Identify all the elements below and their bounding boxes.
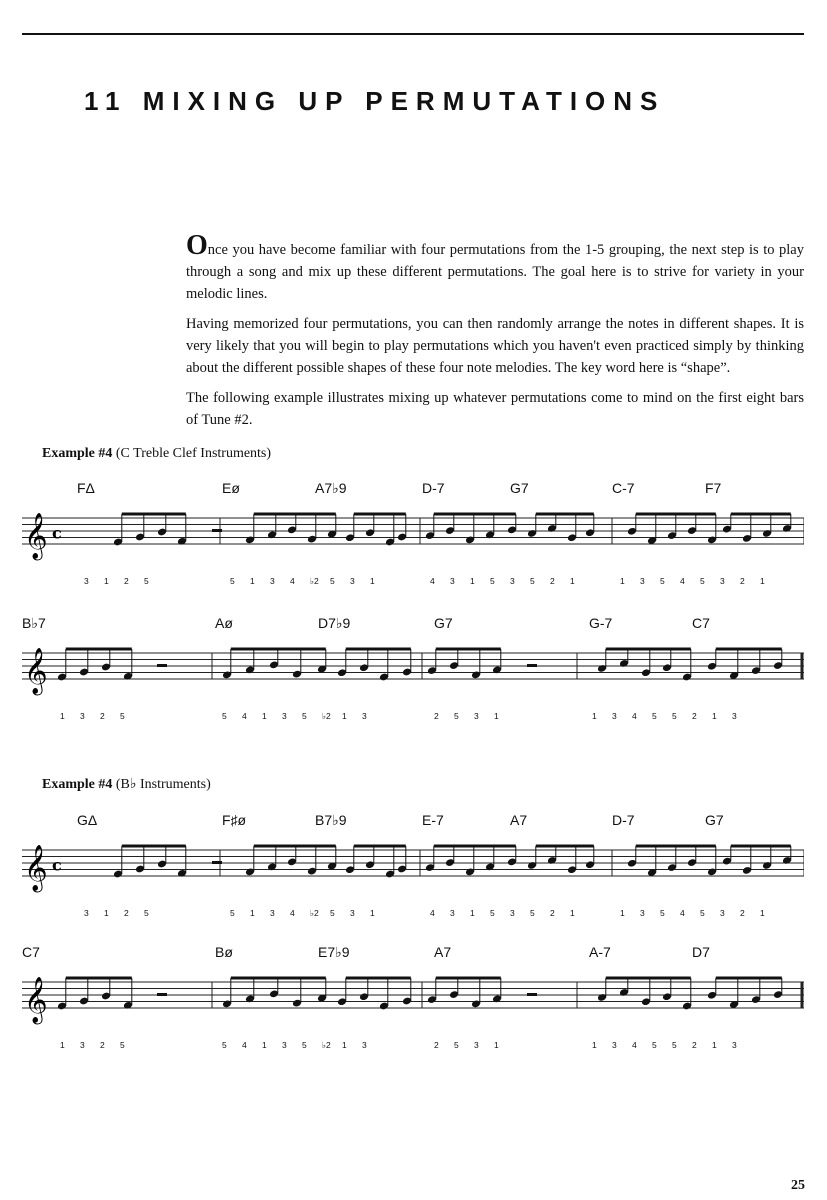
- fingering-number: 2: [100, 1040, 105, 1050]
- fingering-number: 2: [124, 576, 129, 586]
- fingering-number: 1: [760, 908, 765, 918]
- fingering-number: 1: [592, 1040, 597, 1050]
- fingering-number: 4: [680, 576, 685, 586]
- chord-symbol: Eø: [222, 480, 240, 496]
- fingering-number: 4: [632, 711, 637, 721]
- fingering-number: 5: [530, 576, 535, 586]
- chord-symbol: Aø: [215, 615, 233, 631]
- fingering-number: 3: [450, 908, 455, 918]
- chord-symbol: FΔ: [77, 480, 95, 496]
- chord-symbol: C7: [692, 615, 710, 631]
- fingering-number: 1: [342, 711, 347, 721]
- staff-svg: [22, 615, 804, 725]
- fingering-number: 5: [660, 908, 665, 918]
- fingering-number: 4: [290, 576, 295, 586]
- fingering-number: 4: [242, 711, 247, 721]
- fingering-number: 3: [270, 908, 275, 918]
- fingering-number: 1: [570, 908, 575, 918]
- fingering-number: 1: [370, 576, 375, 586]
- fingering-number: 5: [700, 576, 705, 586]
- fingering-number: 1: [104, 908, 109, 918]
- fingering-number: 1: [470, 908, 475, 918]
- fingering-number: 1: [370, 908, 375, 918]
- chord-symbol: GΔ: [77, 812, 98, 828]
- treble-clef-icon: 𝄞: [24, 648, 48, 694]
- chord-symbol: A-7: [589, 944, 611, 960]
- fingering-number: 2: [434, 1040, 439, 1050]
- fingering-number: 3: [450, 576, 455, 586]
- fingering-number: 5: [120, 711, 125, 721]
- fingering-number: 3: [510, 908, 515, 918]
- fingering-number: 1: [592, 711, 597, 721]
- fingering-number: 2: [692, 1040, 697, 1050]
- chord-symbol: F♯ø: [222, 812, 247, 828]
- fingering-number: 5: [490, 908, 495, 918]
- fingering-number: 3: [84, 576, 89, 586]
- fingering-number: 5: [120, 1040, 125, 1050]
- chord-symbol: G7: [510, 480, 529, 496]
- fingering-number: 3: [80, 1040, 85, 1050]
- paragraph-1: Once you have become familiar with four permutations from the 1-5 grouping, the next step is to play through a song and mix up these different permutations. The goal here is to strive for variety in your melodic lines.: [186, 230, 804, 302]
- fingering-number: 1: [342, 1040, 347, 1050]
- fingering-number: 5: [222, 1040, 227, 1050]
- chord-symbol: D7♭9: [318, 615, 351, 631]
- fingering-number: 3: [510, 576, 515, 586]
- fingering-number: 1: [262, 1040, 267, 1050]
- staff-svg: [22, 944, 804, 1054]
- common-time-icon: c: [52, 523, 62, 543]
- chord-symbol: A7♭9: [315, 480, 347, 496]
- fingering-number: 1: [60, 1040, 65, 1050]
- fingering-number: 3: [362, 1040, 367, 1050]
- fingering-number: 1: [60, 711, 65, 721]
- fingering-number: 5: [454, 1040, 459, 1050]
- fingering-number: 3: [350, 908, 355, 918]
- half-rest: [157, 993, 167, 996]
- fingering-number: 5: [330, 908, 335, 918]
- fingering-number: 5: [490, 576, 495, 586]
- chord-symbol: C7: [22, 944, 40, 960]
- chord-symbol: Bø: [215, 944, 233, 960]
- paragraph-2: Having memorized four permutations, you can then randomly arrange the notes in different shapes. It is very likely that you will begin to play permutations which you haven't even practiced simply by thinking about the different possible shapes of these four note melodies. The key word here is “shape”.: [186, 316, 804, 376]
- fingering-number: 2: [100, 711, 105, 721]
- fingering-number: 3: [362, 711, 367, 721]
- chord-symbol: D7: [692, 944, 710, 960]
- fingering-number: 5: [672, 711, 677, 721]
- chord-symbol: D-7: [612, 812, 635, 828]
- fingering-number: 5: [652, 711, 657, 721]
- half-rest: [212, 861, 222, 864]
- half-rest: [527, 664, 537, 667]
- music-system-2: [22, 615, 804, 725]
- paragraph-3: The following example illustrates mixing up whatever permutations come to mind on the first eight bars of Tune #2.: [186, 390, 804, 428]
- treble-clef-icon: 𝄞: [24, 977, 48, 1023]
- fingering-number: 3: [474, 711, 479, 721]
- half-rest: [157, 664, 167, 667]
- fingering-number: 2: [740, 908, 745, 918]
- fingering-number: ♭2: [322, 1040, 331, 1050]
- chord-symbol: B7♭9: [315, 812, 347, 828]
- music-system-1: [22, 480, 804, 590]
- chapter-title: 11 MIXING UP PERMUTATIONS: [84, 86, 666, 116]
- fingering-number: 1: [620, 908, 625, 918]
- fingering-number: 2: [740, 576, 745, 586]
- chord-symbol: E7♭9: [318, 944, 350, 960]
- fingering-number: 4: [430, 908, 435, 918]
- page-number: 25: [791, 1178, 805, 1193]
- fingering-number: 5: [230, 576, 235, 586]
- fingering-number: 3: [720, 908, 725, 918]
- fingering-number: 1: [250, 576, 255, 586]
- fingering-number: 2: [124, 908, 129, 918]
- fingering-number: 5: [672, 1040, 677, 1050]
- fingering-number: 3: [282, 711, 287, 721]
- fingering-number: 4: [242, 1040, 247, 1050]
- treble-clef-icon: 𝄞: [24, 513, 48, 559]
- half-rest: [527, 993, 537, 996]
- fingering-number: 5: [700, 908, 705, 918]
- fingering-number: 5: [530, 908, 535, 918]
- fingering-number: 3: [282, 1040, 287, 1050]
- fingering-number: 1: [250, 908, 255, 918]
- fingering-number: ♭2: [310, 576, 319, 586]
- fingering-number: 5: [302, 1040, 307, 1050]
- fingering-number: 2: [434, 711, 439, 721]
- chord-symbol: A7: [510, 812, 528, 828]
- fingering-number: 1: [104, 576, 109, 586]
- fingering-number: 3: [640, 576, 645, 586]
- fingering-number: 4: [290, 908, 295, 918]
- top-rule: [22, 33, 804, 35]
- fingering-number: 3: [612, 1040, 617, 1050]
- chord-symbol: B♭7: [22, 615, 46, 631]
- fingering-number: 1: [494, 711, 499, 721]
- staff-svg: [22, 812, 804, 922]
- fingering-number: 1: [760, 576, 765, 586]
- fingering-number: 5: [330, 576, 335, 586]
- fingering-number: 3: [732, 711, 737, 721]
- chord-symbol: G-7: [589, 615, 613, 631]
- half-rest: [212, 529, 222, 532]
- drop-cap: O: [186, 230, 208, 261]
- fingering-number: 3: [612, 711, 617, 721]
- fingering-number: 3: [732, 1040, 737, 1050]
- music-system-3: [22, 812, 804, 922]
- fingering-number: 1: [620, 576, 625, 586]
- fingering-number: ♭2: [310, 908, 319, 918]
- fingering-number: ♭2: [322, 711, 331, 721]
- fingering-number: 1: [712, 1040, 717, 1050]
- example-label-c: Example #4 (C Treble Clef Instruments): [42, 446, 272, 461]
- fingering-number: 5: [454, 711, 459, 721]
- music-system-4: [22, 944, 804, 1054]
- fingering-number: 4: [680, 908, 685, 918]
- fingering-number: 3: [640, 908, 645, 918]
- chord-symbol: G7: [434, 615, 453, 631]
- chord-symbol: G7: [705, 812, 724, 828]
- fingering-number: 1: [570, 576, 575, 586]
- fingering-number: 1: [494, 1040, 499, 1050]
- fingering-number: 3: [84, 908, 89, 918]
- fingering-number: 5: [302, 711, 307, 721]
- staff-svg: [22, 480, 804, 590]
- fingering-number: 2: [550, 576, 555, 586]
- chord-symbol: D-7: [422, 480, 445, 496]
- fingering-number: 1: [712, 711, 717, 721]
- treble-clef-icon: 𝄞: [24, 845, 48, 891]
- fingering-number: 5: [230, 908, 235, 918]
- fingering-number: 5: [652, 1040, 657, 1050]
- fingering-number: 5: [222, 711, 227, 721]
- fingering-number: 5: [144, 908, 149, 918]
- chord-symbol: E-7: [422, 812, 444, 828]
- fingering-number: 3: [270, 576, 275, 586]
- chord-symbol: C-7: [612, 480, 635, 496]
- fingering-number: 3: [720, 576, 725, 586]
- fingering-number: 1: [262, 711, 267, 721]
- fingering-number: 2: [550, 908, 555, 918]
- fingering-number: 5: [660, 576, 665, 586]
- fingering-number: 3: [474, 1040, 479, 1050]
- chord-symbol: A7: [434, 944, 452, 960]
- chord-symbol: F7: [705, 480, 722, 496]
- fingering-number: 2: [692, 711, 697, 721]
- body-text: [186, 230, 804, 439]
- fingering-number: 3: [350, 576, 355, 586]
- fingering-number: 5: [144, 576, 149, 586]
- example-label-bb: Example #4 (B♭ Instruments): [42, 777, 211, 792]
- fingering-number: 3: [80, 711, 85, 721]
- fingering-number: 4: [430, 576, 435, 586]
- common-time-icon: c: [52, 855, 62, 875]
- fingering-number: 4: [632, 1040, 637, 1050]
- fingering-number: 1: [470, 576, 475, 586]
